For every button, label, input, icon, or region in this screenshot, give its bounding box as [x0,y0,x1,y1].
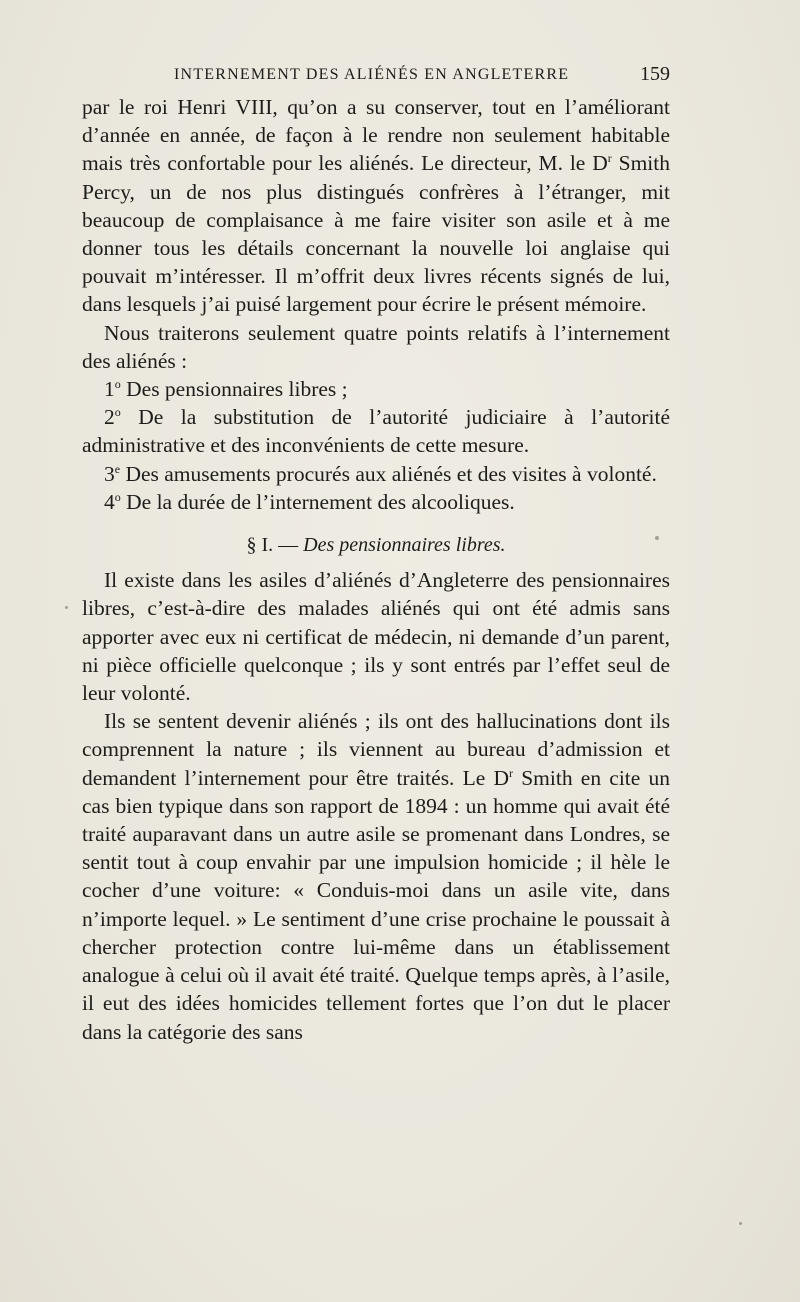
section-heading [82,531,670,559]
list-item-4 [82,488,670,516]
paper-speck [65,606,68,609]
list-number: 2 [104,405,115,430]
text-run: Ils se sentent devenir aliénés ; ils ont des hallucinations dont ils comprennent la nature ; ils viennent au bureau d’admission et demandent l’internement pour être traités. Le D [82,709,670,790]
list-item-2 [82,403,670,459]
text-run: Des amusements procurés aux aliénés et des visites à volonté. [120,461,657,486]
superscript: o [114,489,121,504]
superscript: e [114,461,121,476]
list-number: 4 [104,489,115,514]
list-item-1 [82,375,670,403]
superscript: r [607,151,612,166]
paragraph-intro [82,93,670,319]
section-mark: § I. — [246,534,299,557]
text-run: Smith en cite un cas bien typique dans son rapport de 1894 : un homme qui avait été traité auparavant dans un autre asile se promenant dans Londres, se sentit tout à coup envahir par une impulsion homicide ; il hèle le cocher d’une voiture: « Conduis-moi dans un asile vite, dans n’importe lequel. » Le sentiment d’une crise prochaine le poussait à chercher protection contre lui-même dans un établissement analogue à celui où il avait été traité. Quelque temps après, à l’asile, il eut des idées homicides tellement fortes que l’on dut le placer dans la catégorie des sans [82,765,670,1044]
page-header [88,60,670,90]
paper-speck [655,536,659,540]
list-number: 3 [104,461,115,486]
text-run: par le roi Henri VIII, qu’on a su conserver, tout en l’améliorant d’année en année, de façon à le rendre non seulement habitable mais très confortable pour les aliénés. Le directeur, M. le D [82,95,670,176]
paragraph-section-1: Il existe dans les asiles d’aliénés d’Angleterre des pensionnaires libres, c’est-à-dire des malades aliénés qui ont été admis sans apporter avec eux ni certificat de médecin, ni demande d’un parent, ni pièce officielle quelconque ; ils y sont entrés par l’effet seul de leur volonté. [82,568,670,706]
paper-speck [739,1222,742,1225]
text-run: Des pensionnaires libres ; [120,377,348,402]
paragraph-section-2 [82,707,670,1045]
superscript: o [114,405,121,420]
text-run: De la substitution de l’autorité judiciaire à l’autorité administrative et des inconvénients de cette mesure. [82,405,670,458]
list-number: 1 [104,377,115,402]
paragraph-points: Nous traiterons seulement quatre points relatifs à l’internement des aliénés : [82,320,670,373]
list-item-3 [82,460,670,488]
running-head: INTERNEMENT DES ALIÉNÉS EN ANGLETERRE [174,66,570,83]
superscript: o [114,377,121,392]
body-text [82,93,670,1046]
text-run: De la durée de l’internement des alcooliques. [120,489,515,514]
superscript: r [509,765,514,780]
text-run: Smith Percy, un de nos plus distingués confrères à l’étranger, mit beaucoup de complaisance à me faire visiter son asile et à me donner tous les détails concernant la nouvelle loi anglaise qui pouvait m’intéresser. Il m’offrit deux livres récents signés de lui, dans lesquels j’ai puisé largement pour écrire le présent mémoire. [82,151,670,317]
section-title: Des pensionnaires libres. [303,534,506,557]
page-number: 159 [640,63,670,85]
